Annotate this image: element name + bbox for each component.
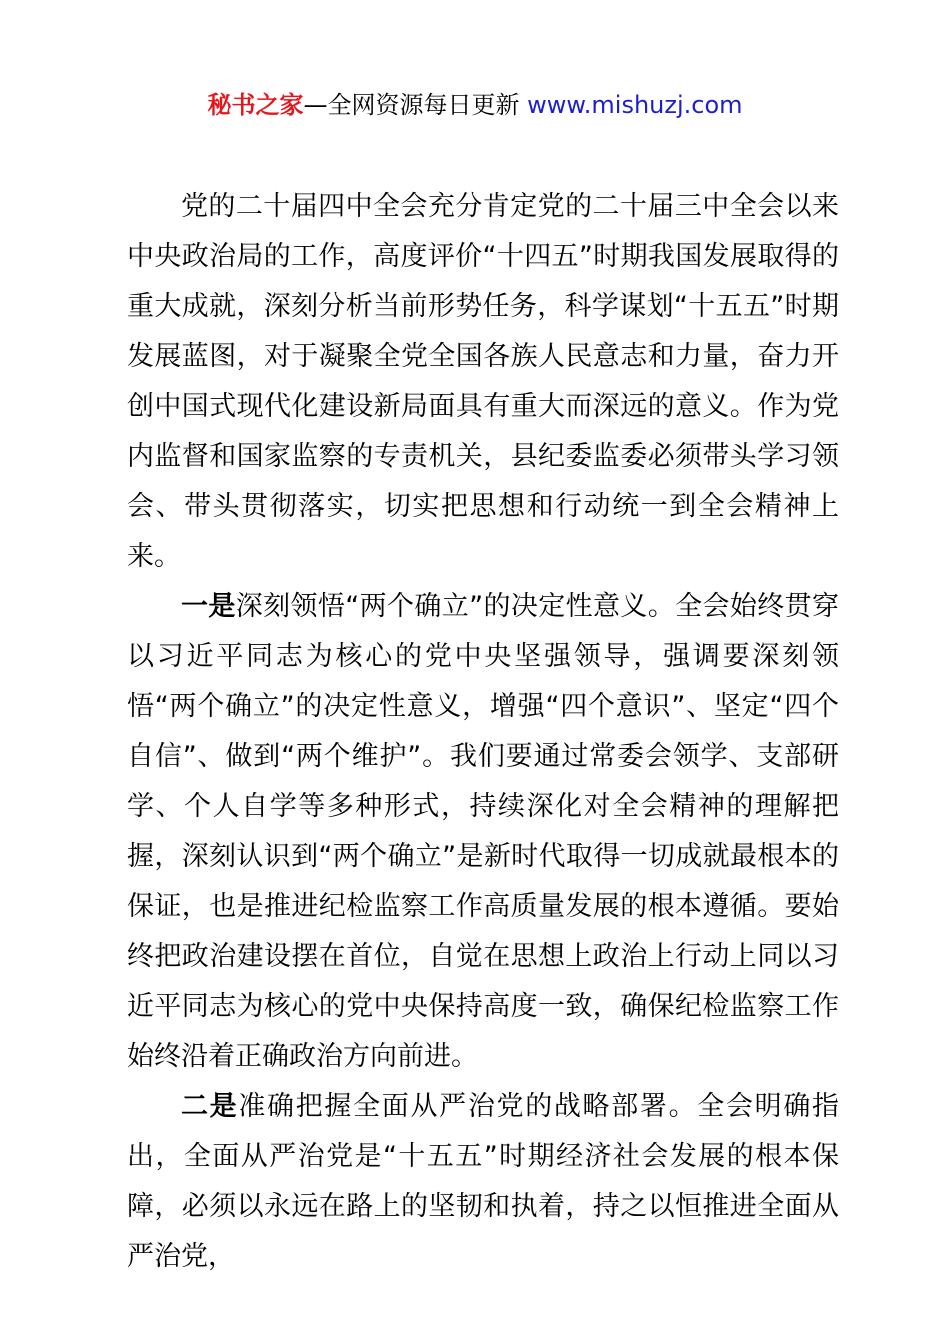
paragraph-point-two [127,1082,839,1282]
paragraph-lead: 一是 [181,591,236,622]
paragraph-text: 深刻领悟“两个确立”的决定性意义。全会始终贯穿以习近平同志为核心的党中央坚强领导，强调要深刻领悟“两个确立”的决定性意义，增强“四个意识”、坚定“四个自信”、做到“两个维护”。我们要通过常委会领学、支部研学、个人自学等多种形式，持续深化对全会精神的理解把握，深刻认识到“两个确立”是新时代取得一切成就最根本的保证，也是推进纪检监察工作高质量发展的根本遵循。要始终把政治建设摆在首位，自觉在思想上政治上行动上同以习近平同志为核心的党中央保持高度一致，确保纪检监察工作始终沿着正确政治方向前进。 [127,591,840,1072]
paragraph-intro [127,182,839,582]
paragraph-text: 党的二十届四中全会充分肯定党的二十届三中全会以来中央政治局的工作，高度评价“十四五”时期我国发展取得的重大成就，深刻分析当前形势任务，科学谋划“十五五”时期发展蓝图，对于凝聚全党全国各族人民意志和力量，奋力开创中国式现代化建设新局面具有重大而深远的意义。作为党内监督和国家监察的专责机关，县纪委监委必须带头学习领会、带头贯彻落实，切实把思想和行动统一到全会精神上来。 [127,191,839,572]
site-url-link[interactable]: www.mishuzj.com [527,91,743,119]
site-header [0,88,950,122]
site-tagline: —全网资源每日更新 [303,91,528,119]
document-body [127,182,839,1282]
site-brand: 秘书之家 [207,91,304,119]
paragraph-lead: 二是 [181,1091,239,1122]
paragraph-point-one [127,582,839,1082]
paragraph-text: 准确把握全面从严治党的战略部署。全会明确指出，全面从严治党是“十五五”时期经济社会发展的根本保障，必须以永远在路上的坚韧和执着，持之以恒推进全面从严治党， [127,1091,840,1272]
